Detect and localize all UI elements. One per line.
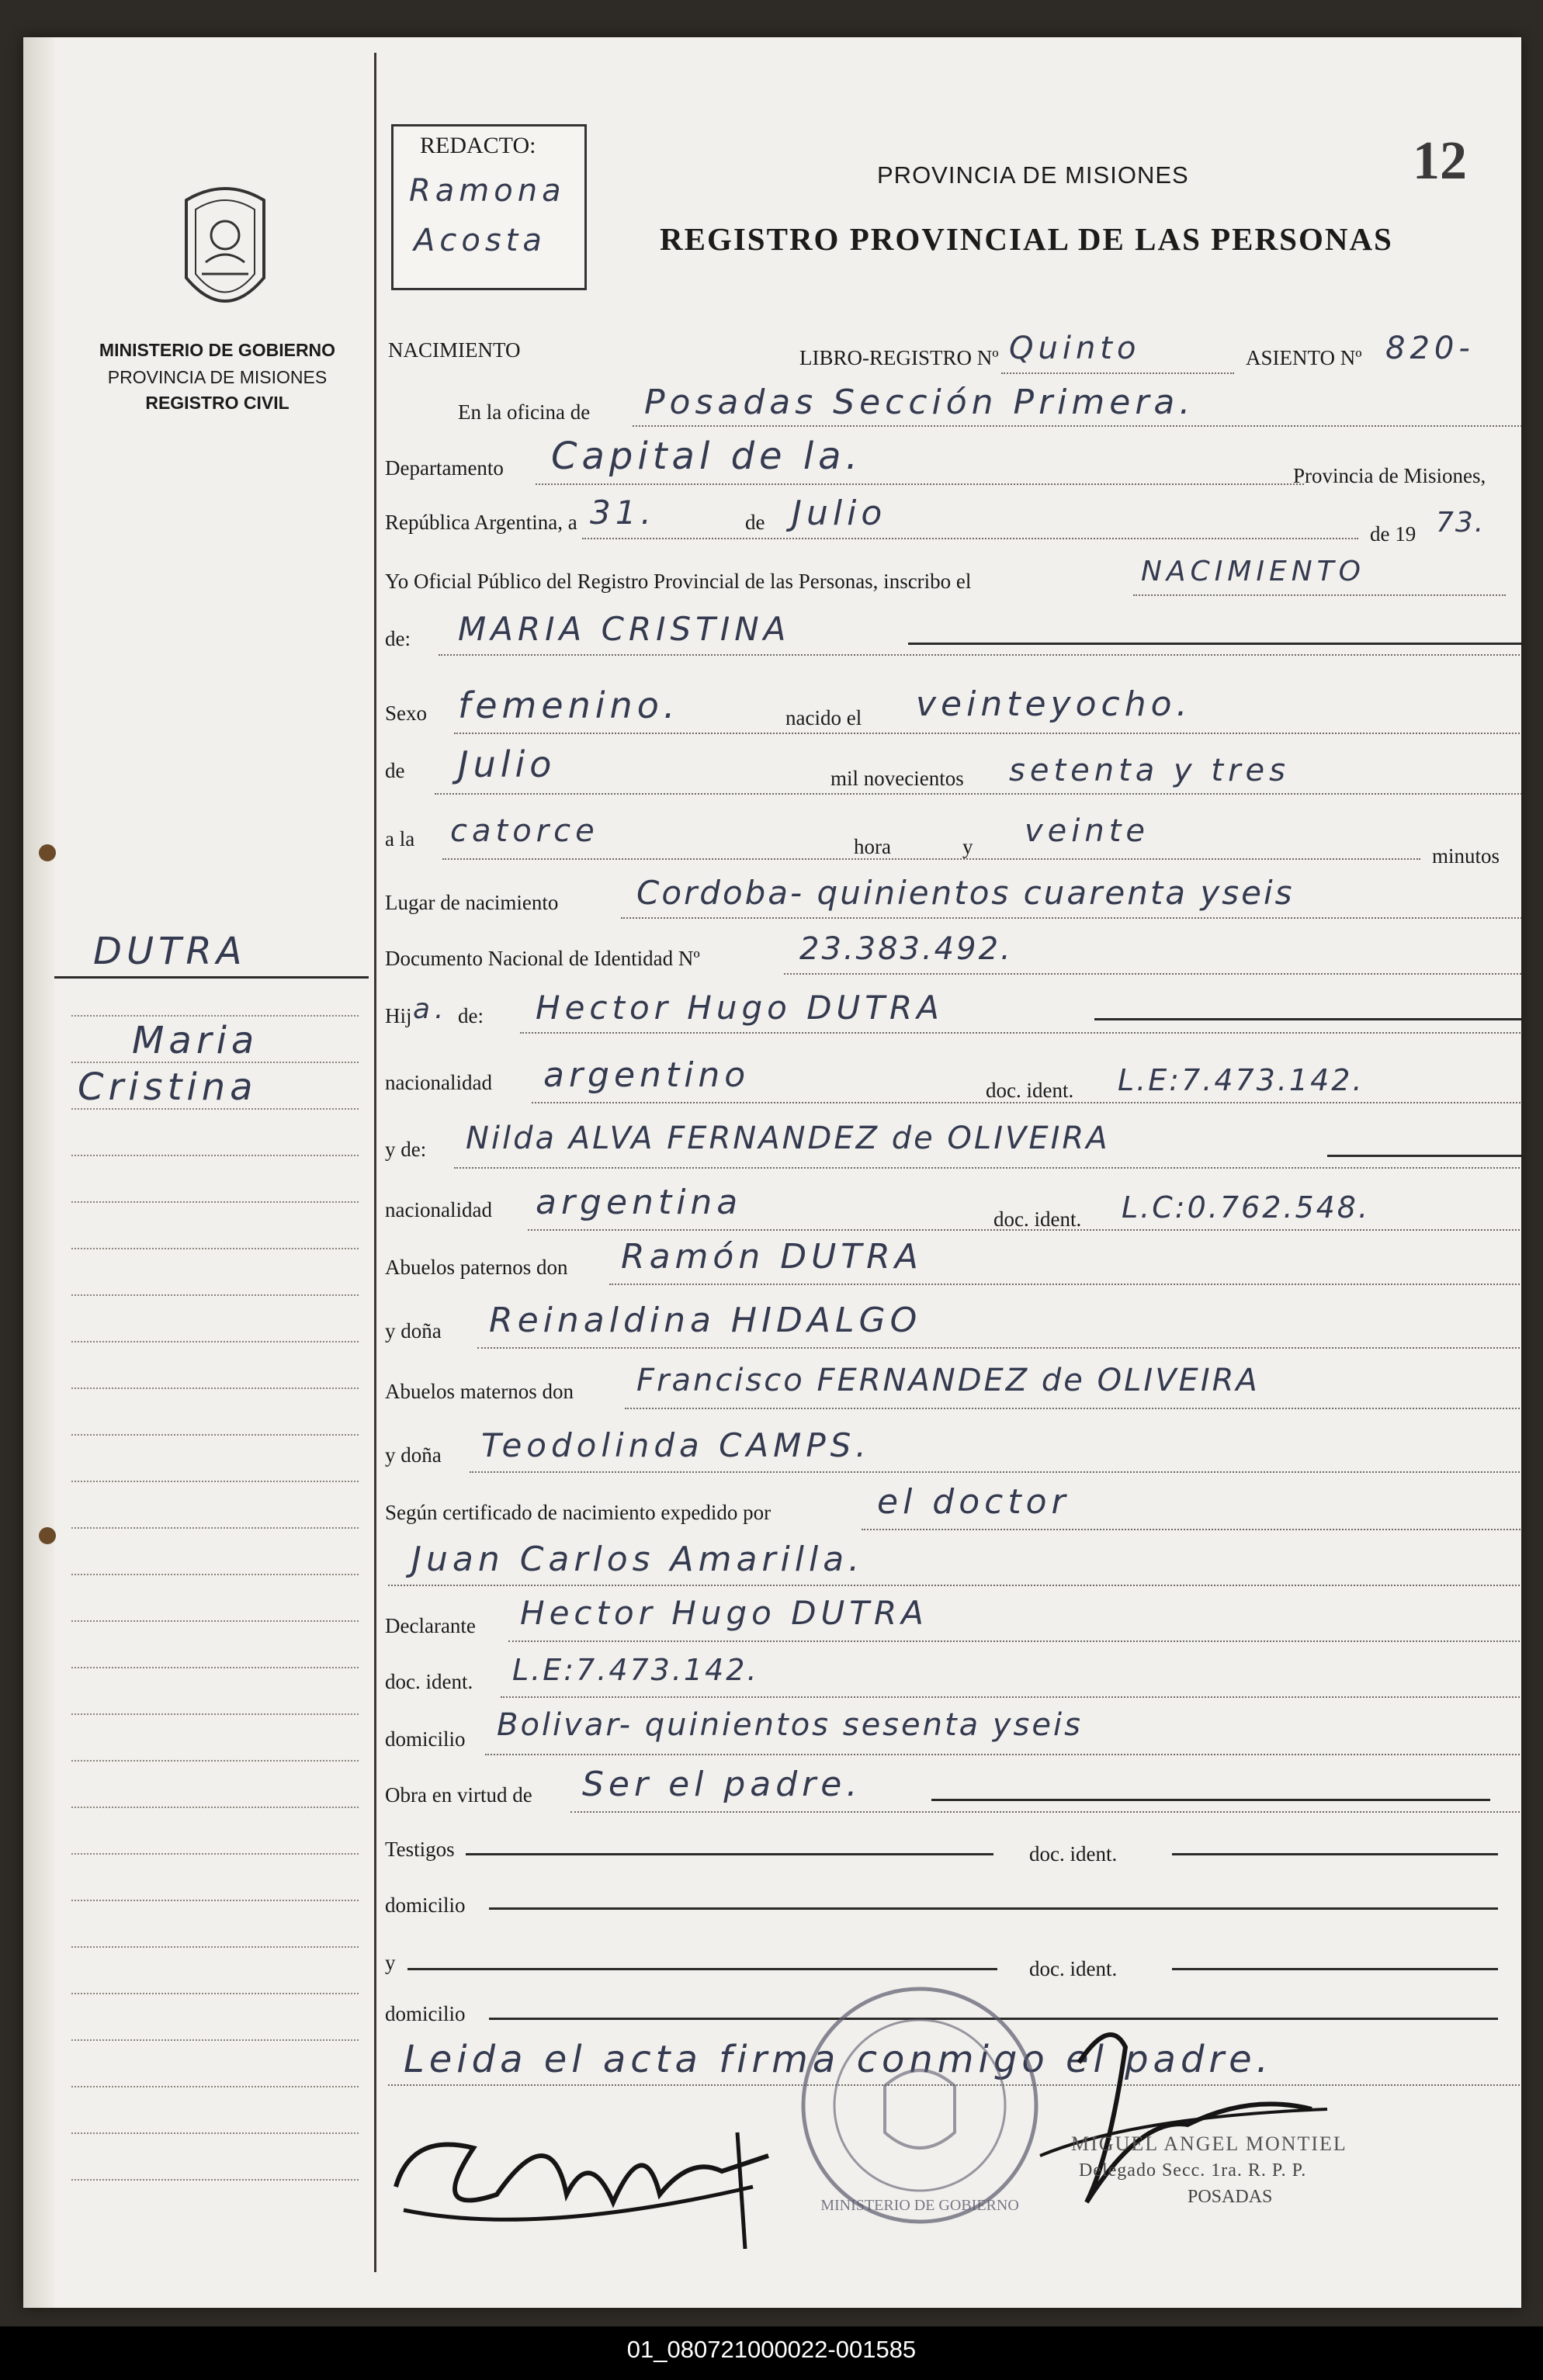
- dotline: [388, 1585, 1521, 1586]
- dotline: [862, 1529, 1521, 1530]
- margin-dotline: [71, 1993, 359, 1994]
- margin-dotline: [71, 1574, 359, 1575]
- de-label: de: [745, 511, 765, 534]
- ydona1-value: Reinaldina HIDALGO: [489, 1301, 922, 1340]
- test-dom-label: domicilio: [385, 1893, 466, 1917]
- margin-dotline: [71, 1434, 359, 1436]
- province-emblem-icon: [171, 177, 279, 332]
- solidline: [908, 643, 1521, 645]
- margin-dotline: [71, 1108, 359, 1110]
- hija-label-pre: Hij: [385, 1004, 412, 1027]
- dni-label: Documento Nacional de Identidad Nº: [385, 947, 700, 970]
- hija-value: a.: [413, 993, 449, 1025]
- dotline: [501, 1696, 1521, 1698]
- margin-dotline: [71, 2039, 359, 2041]
- margin-dotline: [71, 2086, 359, 2087]
- seal-office: REGISTRO CIVIL: [145, 393, 290, 413]
- docdecl-label: doc. ident.: [385, 1670, 473, 1693]
- margin-dotline: [71, 1062, 359, 1063]
- declarant-signature-icon: [380, 2101, 784, 2257]
- nac2-label: nacionalidad: [385, 1198, 492, 1221]
- test-doc-label: doc. ident.: [1029, 1842, 1118, 1866]
- ala-label: a la: [385, 827, 415, 850]
- margin-dotline: [71, 1853, 359, 1855]
- de-mes-label: de: [385, 759, 405, 782]
- official-name: MIGUEL ANGEL MONTIEL: [1071, 2132, 1347, 2155]
- closing-statement: Leida el acta firma conmigo el padre.: [404, 2038, 1273, 2081]
- nac2-value: argentina: [536, 1183, 743, 1222]
- madre-value: Nilda ALVA FERNANDEZ de OLIVEIRA: [466, 1121, 1110, 1156]
- lugar-label: Lugar de nacimiento: [385, 891, 559, 914]
- official-city: POSADAS: [1188, 2187, 1273, 2207]
- seal-ministry: MINISTERIO DE GOBIERNO: [99, 340, 336, 360]
- registry-title: REGISTRO PROVINCIAL DE LAS PERSONAS: [660, 221, 1393, 257]
- anio-value: 73.: [1436, 507, 1486, 539]
- official-title: Delegado Secc. 1ra. R. P. P.: [1079, 2160, 1307, 2181]
- margin-dotline: [71, 1900, 359, 1901]
- margin-dotline: [71, 1760, 359, 1762]
- solidline: [1327, 1155, 1521, 1157]
- dotline: [439, 654, 1521, 656]
- dotline: [454, 733, 1521, 734]
- dotline: [435, 793, 1521, 795]
- solidline: [931, 1799, 1490, 1801]
- dia-value: 31.: [590, 494, 656, 532]
- dotline: [1001, 372, 1234, 374]
- dotline: [633, 425, 1521, 427]
- hora-value: catorce: [450, 813, 599, 849]
- margin-dotline: [71, 1248, 359, 1249]
- official-stamp-icon: [792, 1977, 1048, 2233]
- sexo-value: femenino.: [458, 684, 680, 726]
- libro-value: Quinto: [1009, 331, 1141, 366]
- dni-value: 23.383.492.: [799, 931, 1013, 967]
- yde-label: y de:: [385, 1138, 427, 1161]
- nac1-label: nacionalidad: [385, 1071, 492, 1094]
- dotline: [1133, 594, 1506, 596]
- y2-dom-label: domicilio: [385, 2002, 466, 2025]
- page-number: 12: [1413, 131, 1467, 191]
- y2-doc-label: doc. ident.: [1029, 1957, 1118, 1980]
- dotline: [485, 1754, 1521, 1755]
- hija-label-post: de:: [458, 1004, 484, 1027]
- declarante-value: Hector Hugo DUTRA: [520, 1594, 928, 1632]
- nacido-value: veinteyocho.: [916, 684, 1192, 724]
- margin-dotline: [71, 1713, 359, 1715]
- departamento-value: Capital de la.: [551, 435, 862, 478]
- docdecl-value: L.E:7.473.142.: [512, 1653, 759, 1687]
- abpat-value: Ramón DUTRA: [621, 1237, 923, 1277]
- nac1-value: argentino: [543, 1055, 751, 1095]
- segun-label: Según certificado de nacimiento expedido por: [385, 1501, 772, 1524]
- mes-value: Julio: [792, 494, 887, 533]
- redacto-label: REDACTO:: [420, 133, 536, 158]
- minutos-value: veinte: [1025, 813, 1150, 849]
- margin-dotline: [71, 1527, 359, 1529]
- stamp-text: MINISTERIO DE GOBIERNO: [820, 2197, 1019, 2214]
- margin-dotline: [71, 1201, 359, 1203]
- dotline: [528, 1229, 1521, 1231]
- domicilio-value: Bolivar- quinientos sesenta yseis: [497, 1707, 1083, 1743]
- dotline: [454, 1167, 1521, 1169]
- asiento-value: 820-: [1385, 331, 1475, 366]
- mil-label: mil novecientos: [830, 767, 964, 790]
- redacto-name-2: Acosta: [414, 223, 546, 258]
- margin-dotline: [71, 1155, 359, 1156]
- dotline: [508, 1640, 1521, 1642]
- doc1-label: doc. ident.: [986, 1079, 1074, 1102]
- margin-given-2: Cristina: [78, 1065, 258, 1109]
- margin-dotline: [71, 1294, 359, 1296]
- solidline: [466, 1853, 993, 1855]
- provincia-suffix: Provincia de Misiones,: [1293, 464, 1486, 487]
- dotline: [625, 1408, 1521, 1409]
- departamento-label: Departamento: [385, 456, 504, 480]
- mil-value: setenta y tres: [1009, 753, 1290, 788]
- doc1-value: L.E:7.473.142.: [1118, 1063, 1364, 1097]
- acto-value: NACIMIENTO: [1141, 556, 1365, 587]
- footer-code: 01_080721000022-001585: [626, 2336, 917, 2363]
- segun-value: el doctor: [877, 1482, 1070, 1522]
- redacto-box: [391, 124, 587, 290]
- sexo-label: Sexo: [385, 702, 427, 725]
- margin-dotline: [71, 1620, 359, 1622]
- solidline: [1094, 1018, 1521, 1020]
- ydona1-label: y doña: [385, 1319, 442, 1342]
- abmat-value: Francisco FERNANDEZ de OLIVEIRA: [636, 1363, 1260, 1398]
- de-nombre-label: de:: [385, 627, 411, 650]
- page-fold: [23, 37, 54, 2308]
- nacido-label: nacido el: [785, 706, 862, 729]
- margin-divider: [374, 53, 376, 2272]
- domicilio-label: domicilio: [385, 1727, 466, 1751]
- solidline: [1172, 1853, 1498, 1855]
- lugar-value: Cordoba- quinientos cuarenta yseis: [636, 874, 1295, 912]
- binding-hole-top: [39, 844, 56, 861]
- margin-dotline: [71, 2132, 359, 2134]
- abpat-label: Abuelos paternos don: [385, 1256, 568, 1279]
- y2-label: y: [385, 1951, 396, 1974]
- dotline: [470, 1471, 1521, 1473]
- oficina-value: Posadas Sección Primera.: [644, 383, 1195, 422]
- ydona2-value: Teodolinda CAMPS.: [481, 1426, 871, 1464]
- margin-dotline: [71, 1667, 359, 1668]
- margin-dotline: [71, 1341, 359, 1342]
- segun-value-2: Juan Carlos Amarilla.: [411, 1540, 865, 1579]
- dotline: [532, 1102, 1521, 1103]
- anio-label: de 19: [1370, 522, 1416, 546]
- dotline: [442, 858, 1420, 860]
- declarante-label: Declarante: [385, 1614, 476, 1637]
- dotline: [536, 483, 1304, 485]
- abmat-label: Abuelos maternos don: [385, 1380, 574, 1403]
- dotline: [582, 538, 1358, 539]
- province-title: PROVINCIA DE MISIONES: [877, 161, 1189, 189]
- dotline: [570, 1811, 1521, 1813]
- official-signature-icon: [1017, 2001, 1343, 2233]
- nacimiento-label: NACIMIENTO: [388, 338, 521, 362]
- asiento-label: ASIENTO Nº: [1246, 346, 1362, 369]
- margin-rule: [54, 976, 369, 979]
- seal-province: PROVINCIA DE MISIONES: [107, 367, 328, 387]
- margin-dotline: [71, 1481, 359, 1482]
- obra-value: Ser el padre.: [582, 1765, 862, 1804]
- dotline: [621, 917, 1521, 919]
- margin-dotline: [71, 1807, 359, 1808]
- margin-surname: DUTRA: [93, 930, 247, 973]
- margin-given-1: Maria: [132, 1019, 259, 1062]
- margin-dotline: [71, 1387, 359, 1389]
- dotline: [784, 973, 1521, 975]
- republica-label: República Argentina, a: [385, 511, 577, 534]
- redacto-name-1: Ramona: [409, 173, 566, 209]
- dotline: [477, 1347, 1521, 1349]
- margin-dotline: [71, 2179, 359, 2181]
- solidline: [489, 1907, 1498, 1910]
- minutos-label: minutos: [1432, 844, 1500, 868]
- oficina-label: En la oficina de: [458, 400, 591, 424]
- testigos-label: Testigos: [385, 1838, 455, 1861]
- dotline: [520, 1032, 1521, 1034]
- ydona2-label: y doña: [385, 1443, 442, 1467]
- document-page: [23, 37, 1521, 2308]
- doc2-value: L.C:0.762.548.: [1122, 1190, 1371, 1225]
- solidline: [1172, 1968, 1498, 1970]
- hora-label: hora: [854, 835, 891, 858]
- padre-value: Hector Hugo DUTRA: [536, 989, 944, 1027]
- libro-label: LIBRO-REGISTRO Nº: [799, 346, 999, 369]
- dotline: [609, 1284, 1521, 1285]
- nombre-value: MARIA CRISTINA: [458, 610, 791, 648]
- doc2-label: doc. ident.: [993, 1207, 1082, 1231]
- obra-label: Obra en virtud de: [385, 1783, 532, 1807]
- de-mes-value: Julio: [458, 743, 557, 785]
- solidline: [407, 1968, 997, 1970]
- margin-dotline: [71, 1946, 359, 1948]
- binding-hole-bottom: [39, 1527, 56, 1544]
- yo-oficial-text: Yo Oficial Público del Registro Provincial de las Personas, inscribo el: [385, 570, 972, 593]
- margin-dotline: [71, 1015, 359, 1017]
- y-label: y: [962, 835, 973, 858]
